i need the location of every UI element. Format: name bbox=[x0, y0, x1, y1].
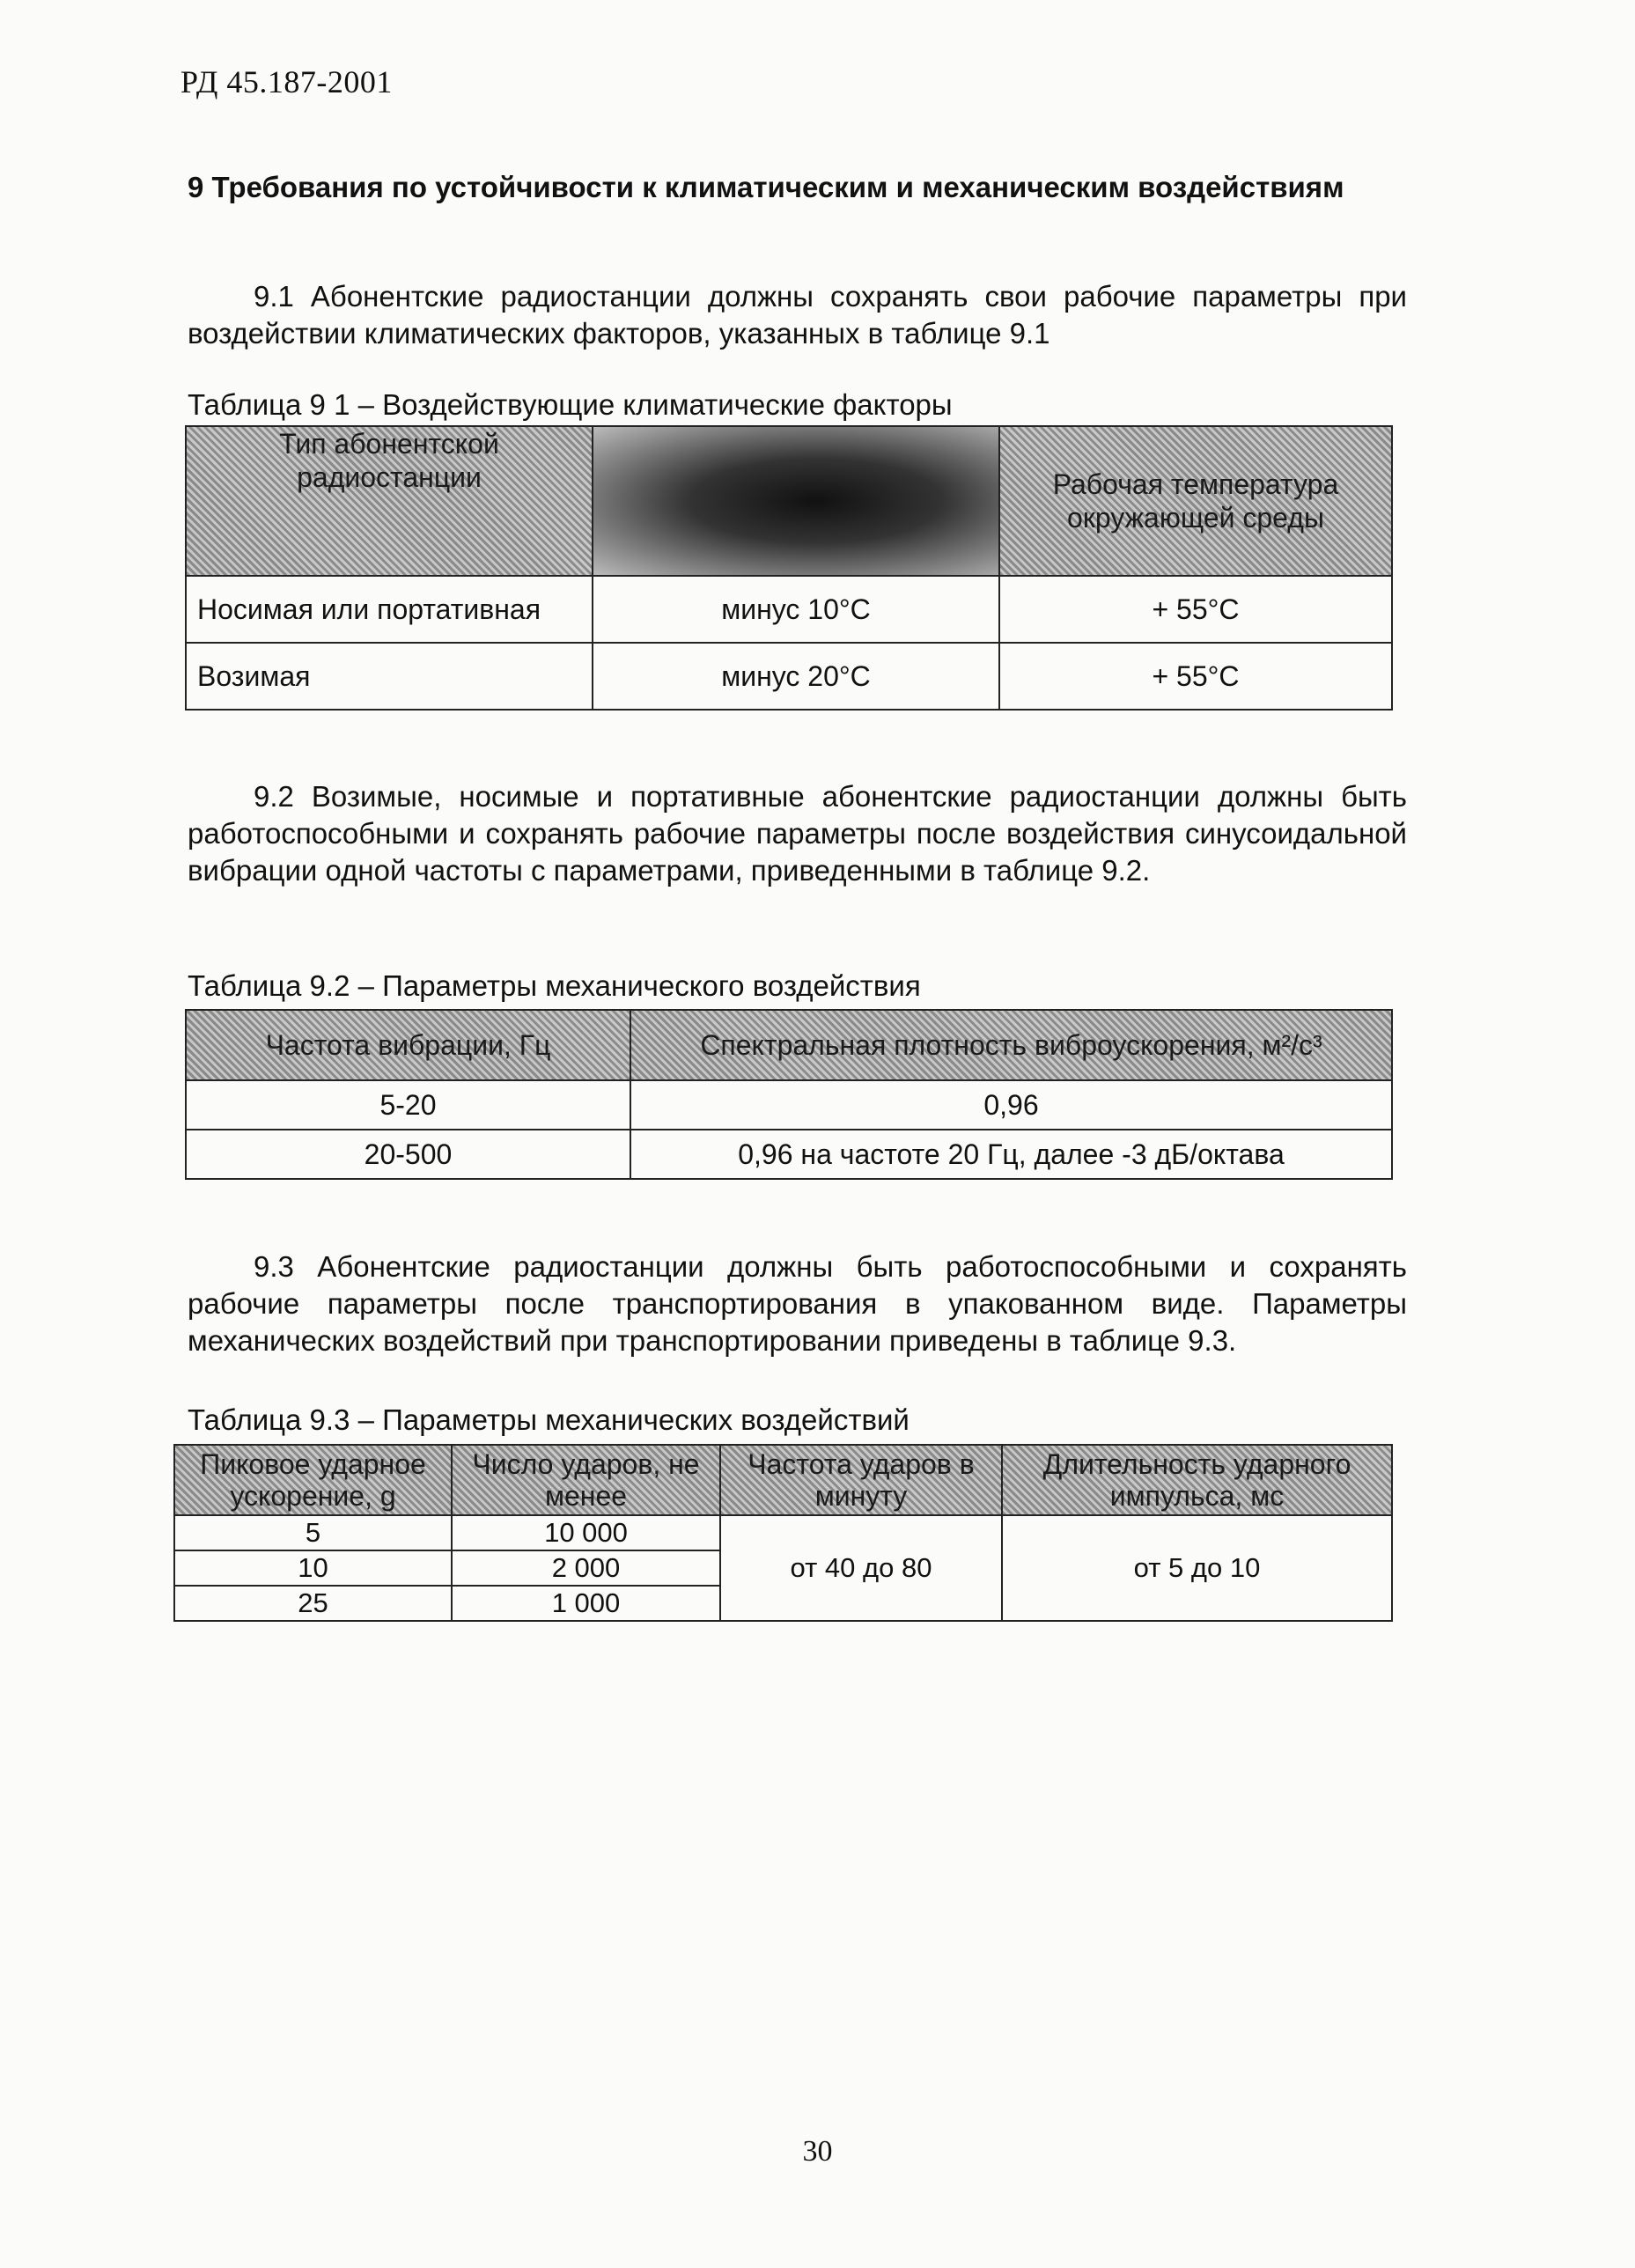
table-9-3-caption: Таблица 9.3 – Параметры механических воздействий bbox=[188, 1403, 910, 1436]
table-cell-merged: от 40 до 80 bbox=[720, 1515, 1002, 1621]
table-header-cell bbox=[593, 426, 999, 576]
table-cell: минус 20°С bbox=[593, 643, 999, 710]
table-header-cell: Частота вибрации, Гц bbox=[186, 1010, 630, 1080]
table-cell: 10 bbox=[174, 1550, 452, 1586]
table-cell: 0,96 bbox=[630, 1080, 1392, 1130]
paragraph-9-1: 9.1 Абонентские радиостанции должны сохранять свои рабочие параметры при воздействии климатических факторов, указанных в таблице 9.1 bbox=[188, 280, 1407, 350]
table-cell: 5 bbox=[174, 1515, 452, 1550]
table-header-row bbox=[186, 1010, 1392, 1080]
table-cell: + 55°С bbox=[999, 576, 1392, 643]
table-cell: 10 000 bbox=[452, 1515, 720, 1550]
table-cell-merged: от 5 до 10 bbox=[1002, 1515, 1392, 1621]
table-cell: 2 000 bbox=[452, 1550, 720, 1586]
table-row bbox=[186, 1080, 1392, 1130]
table-row bbox=[186, 643, 1392, 710]
table-header-cell: Пиковое ударное ускорение, g bbox=[174, 1445, 452, 1515]
table-row bbox=[186, 576, 1392, 643]
table-cell: минус 10°С bbox=[593, 576, 999, 643]
table-header-cell: Тип абонентской радиостанции bbox=[186, 426, 593, 576]
table-header-row bbox=[174, 1445, 1392, 1515]
table-9-1 bbox=[185, 425, 1393, 711]
table-header-cell: Число ударов, не менее bbox=[452, 1445, 720, 1515]
table-row bbox=[186, 1130, 1392, 1179]
table-row bbox=[174, 1515, 1392, 1550]
page-number: 30 bbox=[802, 2135, 833, 2168]
table-header-row bbox=[186, 426, 1392, 576]
document-code: РД 45.187-2001 bbox=[180, 64, 393, 99]
table-cell: Носимая или портативная bbox=[186, 576, 593, 643]
table-9-2-caption: Таблица 9.2 – Параметры механического воздействия bbox=[188, 969, 921, 1002]
table-header-cell: Длительность ударного импульса, мс bbox=[1002, 1445, 1392, 1515]
table-9-3 bbox=[173, 1444, 1393, 1622]
table-cell: 5-20 bbox=[186, 1080, 630, 1130]
table-cell: 20-500 bbox=[186, 1130, 630, 1179]
table-header-cell: Спектральная плотность виброускорения, м²/с³ bbox=[630, 1010, 1392, 1080]
table-header-cell: Частота ударов в минуту bbox=[720, 1445, 1002, 1515]
section-heading: 9 Требования по устойчивости к климатическим и механическим воздействиям bbox=[188, 171, 1344, 203]
table-9-2 bbox=[185, 1009, 1393, 1180]
table-cell: Возимая bbox=[186, 643, 593, 710]
table-cell: 1 000 bbox=[452, 1586, 720, 1621]
paragraph-9-3: 9.3 Абонентские радиостанции должны быть работоспособными и сохранять рабочие параметры после транспортирования в упакованном виде. Параметры механических воздействий при транспортировании приведены в таблице 9.3. bbox=[188, 1250, 1407, 1357]
table-cell: + 55°С bbox=[999, 643, 1392, 710]
table-cell: 25 bbox=[174, 1586, 452, 1621]
table-header-cell: Рабочая температура окружающей среды bbox=[999, 426, 1392, 576]
table-9-1-caption: Таблица 9 1 – Воздействующие климатические факторы bbox=[188, 388, 953, 421]
paragraph-9-2: 9.2 Возимые, носимые и портативные абонентские радиостанции должны быть работоспособными и сохранять рабочие параметры после воздействия синусоидальной вибрации одной частоты с параметрами, приведенными в таблице 9.2. bbox=[188, 780, 1407, 887]
table-cell: 0,96 на частоте 20 Гц, далее -3 дБ/октава bbox=[630, 1130, 1392, 1179]
